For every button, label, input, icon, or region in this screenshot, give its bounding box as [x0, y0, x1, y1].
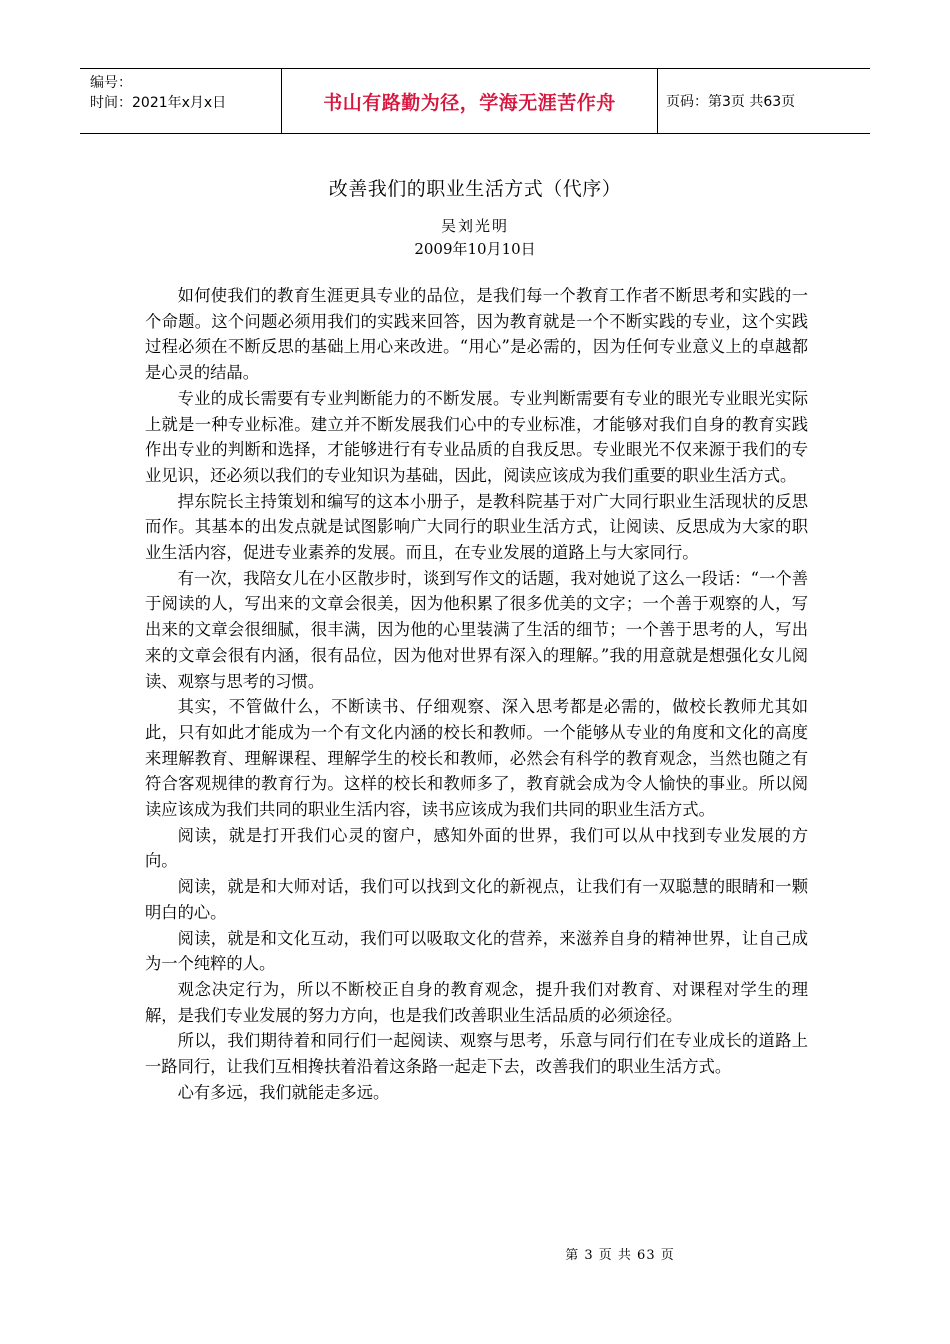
header-motto: 书山有路勤为径，学海无涯苦作舟 — [282, 69, 658, 133]
page-footer: 第 3 页 共 63 页 — [565, 1248, 675, 1263]
paragraph: 有一次，我陪女儿在小区散步时，谈到写作文的话题，我对她说了这么一段话：“一个善于阅读的人，写出来的文章会很美，因为他积累了很多优美的文字；一个善于观察的人，写出来的文章会很细腻，很丰满，因为他的心里装满了生活的细节；一个善于思考的人，写出来的文章会很有内涵，很有品位，因为他对世界有深入的理解。”我的用意就是想强化女儿阅读、观察与思考的习惯。 — [145, 568, 808, 691]
header-page-info: 页码：第3页 共63页 — [666, 94, 796, 110]
paragraph: 阅读，就是和文化互动，我们可以吸取文化的营养，来滋养自身的精神世界，让自己成为一个纯粹的人。 — [145, 928, 808, 974]
paragraph: 专业的成长需要有专业判断能力的不断发展。专业判断需要有专业的眼光专业眼光实际上就是一种专业标准。建立并不断发展我们心中的专业标准，才能够对我们自身的教育实践作出专业的判断和选择，才能够进行有专业品质的自我反思。专业眼光不仅来源于我们的专业见识，还必须以我们的专业知识为基础，因此，阅读应该成为我们重要的职业生活方式。 — [145, 388, 808, 485]
document-time-label: 时间：2021年x月x日 — [90, 95, 227, 111]
paragraph: 捍东院长主持策划和编写的这本小册子，是教科院基于对广大同行职业生活现状的反思而作。其基本的出发点就是试图影响广大同行的职业生活方式，让阅读、反思成为大家的职业生活内容，促进专业素养的发展。而且，在专业发展的道路上与大家同行。 — [145, 491, 808, 563]
paragraph: 其实，不管做什么，不断读书、仔细观察、深入思考都是必需的，做校长教师尤其如此，只有如此才能成为一个有文化内涵的校长和教师。一个能够从专业的角度和文化的高度来理解教育、理解课程、理解学生的校长和教师，必然会有科学的教育观念，当然也随之有符合客观规律的教育行为。这样的校长和教师多了，教育就会成为令人愉快的事业。所以阅读应该成为我们共同的职业生活内容，读书应该成为我们共同的职业生活方式。 — [145, 697, 808, 820]
paragraph: 观念决定行为，所以不断校正自身的教育观念，提升我们对教育、对课程对学生的理解，是我们专业发展的努力方向，也是我们改善职业生活品质的必须途径。 — [145, 979, 808, 1025]
page-header — [80, 68, 870, 134]
article-title: 改善我们的职业生活方式（代序） — [328, 178, 622, 200]
paragraph: 所以，我们期待着和同行们一起阅读、观察与思考，乐意与同行们在专业成长的道路上一路同行，让我们互相搀扶着沿着这条路一起走下去，改善我们的职业生活方式。 — [145, 1031, 808, 1077]
header-meta — [80, 69, 282, 133]
paragraph: 阅读，就是打开我们心灵的窗户，感知外面的世界，我们可以从中找到专业发展的方向。 — [145, 825, 808, 871]
article-author: 吴刘光明 — [440, 217, 509, 235]
article-date: 2009年10月10日 — [414, 240, 536, 258]
paragraph: 心有多远，我们就能走多远。 — [177, 1082, 390, 1102]
paragraph: 阅读，就是和大师对话，我们可以找到文化的新视点，让我们有一双聪慧的眼睛和一颗明白的心。 — [145, 877, 808, 922]
paragraph: 如何使我们的教育生涯更具专业的品位，是我们每一个教育工作者不断思考和实践的一个命题。这个问题必须用我们的实践来回答，因为教育就是一个不断实践的专业，这个实践过程必须在不断反思的基础上用心来改进。“用心”是必需的，因为任何专业意义上的卓越都是心灵的结晶。 — [145, 286, 808, 383]
document-number-label: 编号： — [90, 75, 132, 91]
article-body — [145, 283, 808, 1106]
